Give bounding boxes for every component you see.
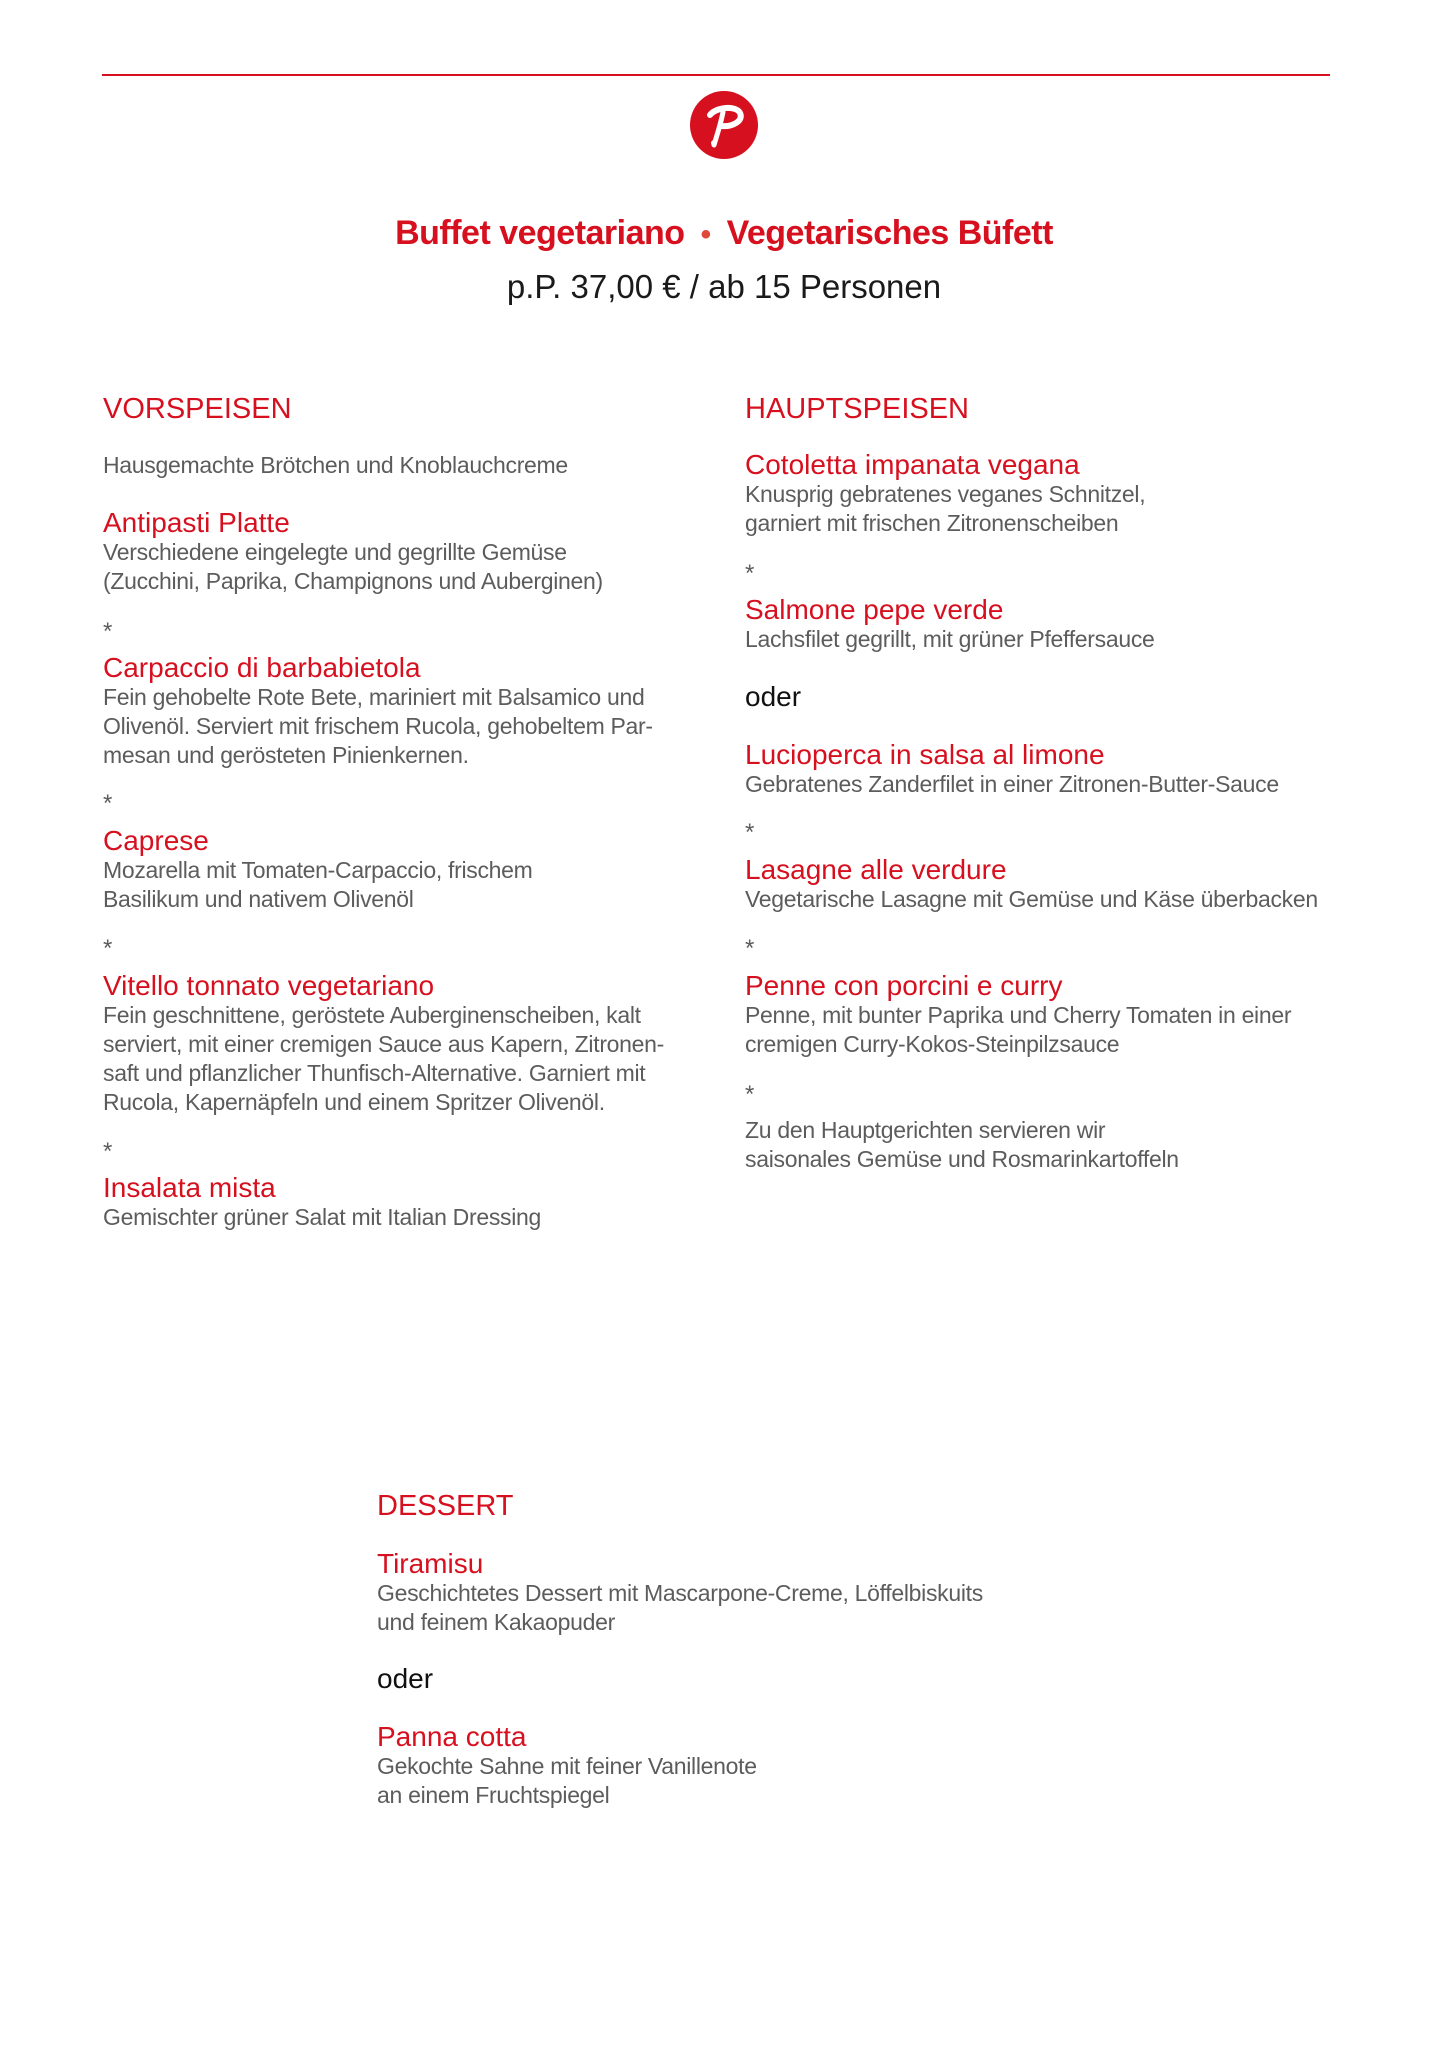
dish-description-line: Fein geschnittene, geröstete Auberginenscheiben, kalt [103,1002,641,1028]
dish-description-line: Olivenöl. Serviert mit frischem Rucola, gehobeltem Par- [103,713,653,739]
dish-name: Penne con porcini e curry [745,970,1063,1001]
dish-name: Insalata mista [103,1172,276,1203]
dish-description-line: garniert mit frischen Zitronenscheiben [745,510,1119,536]
title-german: Vegetarisches Büfett [726,214,1053,252]
dish-description-line: und feinem Kakaopuder [377,1609,615,1635]
dish-description-line: (Zucchini, Paprika, Champignons und Auberginen) [103,568,603,594]
separator-asterisk: * [745,560,755,587]
dish-description-line: Gekochte Sahne mit feiner Vanillenote [377,1753,757,1779]
restaurant-logo-icon [690,91,758,159]
dish-description-line: Geschichtetes Dessert mit Mascarpone-Creme, Löffelbiskuits [377,1580,983,1606]
dish-description-line: an einem Fruchtspiegel [377,1782,610,1808]
dish-description-line: cremigen Curry-Kokos-Steinpilzsauce [745,1031,1120,1057]
title-bullet-separator: • [700,218,711,251]
dish-description-line: Vegetarische Lasagne mit Gemüse und Käse überbacken [745,886,1318,912]
separator-asterisk: * [745,1081,755,1108]
dish-description-line: saft und pflanzlicher Thunfisch-Alternative. Garniert mit [103,1060,646,1086]
or-separator: oder [745,681,802,712]
dish-description-line: Basilikum und nativem Olivenöl [103,886,414,912]
dish-description-line: Mozarella mit Tomaten-Carpaccio, frischem [103,857,533,883]
separator-asterisk: * [103,935,113,962]
dish-name: Antipasti Platte [103,507,290,538]
dish-description-line: Rucola, Kapernäpfeln und einem Spritzer Olivenöl. [103,1089,605,1115]
price-line: p.P. 37,00 € / ab 15 Personen [506,268,942,305]
dish-description-line: Verschiedene eingelegte und gegrillte Gemüse [103,539,567,565]
dish-description-line: Gebratenes Zanderfilet in einer Zitronen-Butter-Sauce [745,771,1279,797]
dish-description-line: Penne, mit bunter Paprika und Cherry Tomaten in einer [745,1002,1292,1028]
dish-name: Salmone pepe verde [745,594,1004,625]
side-dish-note-line: saisonales Gemüse und Rosmarinkartoffeln [745,1146,1179,1172]
dish-name: Lucioperca in salsa al limone [745,739,1105,770]
dish-description-line: Knusprig gebratenes veganes Schnitzel, [745,481,1146,507]
dish-name: Caprese [103,825,209,856]
dish-description-line: Lachsfilet gegrillt, mit grüner Pfeffersauce [745,626,1155,652]
or-separator: oder [377,1663,434,1694]
side-dish-note-line: Zu den Hauptgerichten servieren wir [745,1117,1106,1143]
separator-asterisk: * [103,1138,113,1165]
dish-description-line: Fein gehobelte Rote Bete, mariniert mit Balsamico und [103,684,645,710]
dish-name: Carpaccio di barbabietola [103,652,421,683]
title-italian: Buffet vegetariano [395,214,685,252]
section-heading: DESSERT [377,1490,514,1522]
separator-asterisk: * [745,935,755,962]
dish-description-line: serviert, mit einer cremigen Sauce aus Kapern, Zitronen- [103,1031,665,1057]
dish-description-line: mesan und gerösteten Pinienkernen. [103,742,469,768]
intro-text: Hausgemachte Brötchen und Knoblauchcreme [103,452,568,478]
dish-name: Lasagne alle verdure [745,854,1007,885]
separator-asterisk: * [103,790,113,817]
dish-name: Panna cotta [377,1721,527,1752]
separator-asterisk: * [745,819,755,846]
separator-asterisk: * [103,618,113,645]
dish-description-line: Gemischter grüner Salat mit Italian Dressing [103,1204,542,1230]
top-divider-line [102,74,1330,76]
dish-name: Vitello tonnato vegetariano [103,970,435,1001]
menu-title [0,214,1448,253]
dish-name: Cotoletta impanata vegana [745,449,1080,480]
dish-name: Tiramisu [377,1548,484,1579]
section-heading: VORSPEISEN [103,393,292,425]
section-heading: HAUPTSPEISEN [745,393,969,425]
